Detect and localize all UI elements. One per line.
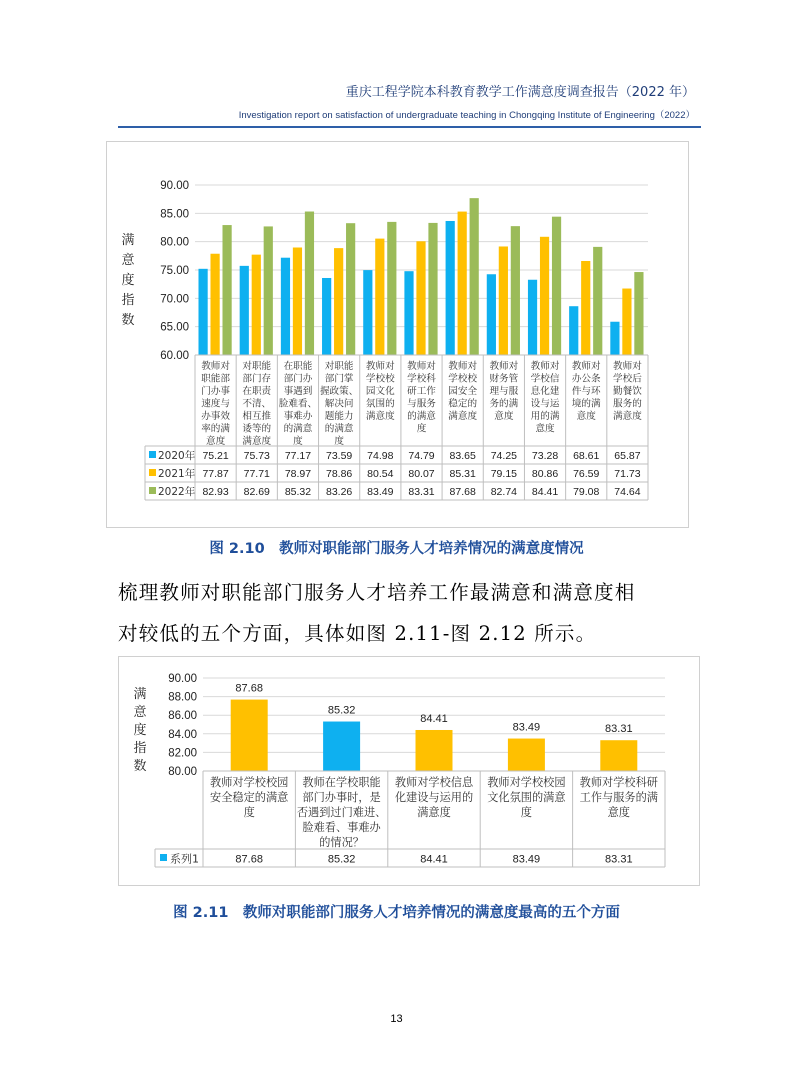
- chart-1-data-label: 74.25: [490, 450, 518, 462]
- chart-1-data-label: 84.41: [531, 486, 559, 498]
- chart-1-category-label: 不清、: [242, 398, 272, 410]
- chart-1-category-label: 意度: [205, 436, 226, 447]
- chart-1-category-label: 设与运: [530, 398, 560, 410]
- chart-1-ytick-label: 60.00: [160, 350, 189, 362]
- chart-1-category-label: 意度: [576, 411, 596, 422]
- chart-1-data-label: 82.74: [490, 486, 518, 498]
- chart-1-bar: [293, 248, 302, 355]
- chart-1-category-label: 稳定的: [448, 398, 478, 410]
- chart-1-category-label: 在职责: [242, 386, 272, 397]
- chart-1-data-label: 71.73: [614, 468, 641, 480]
- chart-1-data-label: 65.87: [614, 450, 641, 462]
- chart-2-ytick-label: 82.00: [168, 747, 197, 760]
- chart-1-ylabel-char: 数: [121, 313, 135, 328]
- chart-1-category-label: 的满意: [407, 411, 436, 422]
- chart-1-bar: [222, 225, 231, 355]
- chart-1-bar: [610, 322, 619, 355]
- chart-1-category-label: 握政策、: [319, 386, 359, 397]
- chart-1-category-label: 办事效: [201, 411, 230, 422]
- chart-2-bar-value-label: 84.41: [420, 712, 448, 725]
- chart-1-data-label: 79.15: [490, 468, 518, 480]
- chart-1-data-label: 77.71: [243, 468, 270, 480]
- chart-1-category-label: 教师对: [489, 361, 519, 372]
- chart-1-bar: [593, 247, 602, 355]
- chart-1-category-label: 率的满: [201, 423, 230, 435]
- chart-1-legend-swatch: [149, 451, 156, 458]
- chart-1-data-label: 78.86: [325, 468, 353, 480]
- chart-1-category-label: 相互推: [242, 411, 272, 422]
- chart-2-legend-label: 系列1: [170, 852, 199, 866]
- body-paragraph-line-2: 对较低的五个方面，具体如图 2.11-图 2.12 所示。: [118, 622, 597, 645]
- header-divider: [118, 126, 701, 128]
- chart-1-category-label: 教师对: [407, 361, 436, 372]
- chart-2-ylabel-char: 指: [133, 741, 147, 756]
- chart-1-category-label: 在职能: [283, 361, 313, 372]
- chart-2-category-label: 工作与服务的满: [579, 791, 658, 804]
- chart-1-data-label: 79.08: [573, 486, 600, 498]
- chart-2-data-label: 85.32: [327, 853, 356, 866]
- chart-1-legend-swatch: [149, 469, 156, 476]
- chart-1-category-label: 的满意: [324, 423, 354, 435]
- chart-1-ytick-label: 85.00: [160, 208, 189, 221]
- chart-1-category-label: 题能力: [324, 411, 354, 422]
- chart-2-ytick-label: 90.00: [168, 673, 197, 685]
- chart-1-bar: [470, 198, 479, 355]
- chart-2-category-label: 脸难看、事难办: [302, 821, 381, 834]
- chart-1-category-label: 境的满: [571, 398, 601, 410]
- chart-2-data-label: 83.49: [512, 853, 541, 866]
- chart-2-bar: [600, 740, 637, 771]
- chart-1-category-label: 教师对: [201, 361, 230, 372]
- chart-1-bar: [334, 248, 343, 355]
- chart-1-category-label: 教师对: [448, 361, 478, 372]
- chart-1-ytick-label: 90.00: [160, 180, 189, 192]
- chart-1-category-label: 部门办: [283, 373, 313, 385]
- chart-1-bar: [252, 255, 261, 355]
- chart-1-data-label: 80.54: [367, 468, 394, 480]
- chart-1-bar: [305, 212, 314, 355]
- chart-1-category-label: 教师对: [365, 361, 395, 372]
- chart-2-category-label: 教师对学校信息: [394, 776, 474, 789]
- chart-1-bar: [198, 269, 207, 355]
- chart-1-category-label: 服务的: [613, 398, 642, 410]
- chart-1-bar: [346, 223, 355, 355]
- chart-1-category-label: 教师对: [571, 361, 601, 372]
- chart-1-bar: [416, 241, 425, 355]
- chart-1-bar: [622, 289, 631, 355]
- chart-1-ytick-label: 70.00: [160, 293, 189, 306]
- chart-1-ytick-label: 65.00: [160, 321, 189, 334]
- chart-2-category-label: 教师对学校校园: [210, 776, 289, 789]
- chart-1-legend-swatch: [149, 487, 156, 494]
- chart-1-data-label: 76.59: [573, 468, 600, 480]
- chart-2-ylabel-char: 满: [133, 687, 147, 702]
- chart-1-bar: [499, 246, 508, 355]
- chart-2-category-label: 文化氛围的满意: [487, 791, 566, 804]
- chart-1-data-label: 83.65: [449, 450, 476, 462]
- chart-1-bar: [581, 261, 590, 355]
- chart-1-category-label: 学校信: [530, 373, 560, 385]
- chart-2-bar: [416, 730, 453, 771]
- page-number: 13: [390, 1013, 403, 1025]
- chart-1-category-label: 度: [334, 436, 344, 447]
- chart-2-category-label: 度: [520, 806, 533, 819]
- chart-1-ylabel-char: 度: [121, 273, 135, 288]
- chart-1-bar: [264, 226, 273, 355]
- chart-1-category-label: 诿等的: [242, 423, 272, 435]
- chart-1-category-label: 事遇到: [283, 386, 313, 397]
- chart-1-data-label: 83.31: [408, 486, 435, 498]
- chart-1-data-label: 77.87: [202, 468, 229, 480]
- chart-1-data-label: 74.64: [614, 486, 641, 498]
- chart-2-bar: [323, 722, 360, 771]
- chart-1-data-label: 80.86: [531, 468, 559, 480]
- chart-1-category-label: 的满意: [283, 423, 313, 435]
- chart-2-category-label: 教师对学校校园: [487, 776, 566, 789]
- chart-1-category-label: 勤餐饮: [613, 386, 642, 397]
- chart-1-data-label: 80.07: [408, 468, 435, 480]
- chart-1-category-label: 用的满: [530, 411, 560, 422]
- chart-1-category-label: 度: [416, 423, 427, 435]
- chart-1-category-label: 财务管: [489, 373, 519, 385]
- chart-1-data-label: 74.79: [408, 450, 435, 462]
- chart-1-data-label: 78.97: [284, 468, 312, 480]
- chart-2-bar-value-label: 83.31: [605, 723, 633, 736]
- chart-1-bar: [322, 278, 331, 355]
- chart-1-category-label: 学校科: [407, 373, 436, 385]
- chart-1-data-label: 75.21: [202, 450, 229, 462]
- chart-2-bar-value-label: 87.68: [235, 682, 263, 695]
- chart-2-category-label: 度: [243, 806, 255, 819]
- chart-1-category-label: 学校后: [613, 373, 642, 385]
- chart-2-data-label: 84.41: [420, 853, 448, 866]
- chart-1-data-label: 77.17: [284, 450, 312, 462]
- chart-1-bar: [511, 226, 520, 355]
- chart-1-bar: [487, 274, 496, 355]
- chart-1-category-label: 满意度: [242, 436, 272, 447]
- chart-1-category-label: 对职能: [324, 361, 354, 372]
- header-title-cn: 重庆工程学院本科教育教学工作满意度调查报告（2022 年）: [345, 85, 695, 100]
- chart-2-ytick-label: 80.00: [168, 766, 197, 778]
- chart-1: [107, 142, 688, 527]
- chart-2-category-label: 意度: [607, 806, 630, 819]
- chart-1-data-label: 82.93: [202, 486, 229, 498]
- chart-2-bar: [508, 739, 545, 771]
- chart-1-category-label: 对职能: [242, 361, 272, 372]
- chart-2-data-label: 83.31: [605, 853, 633, 866]
- chart-1-data-label: 85.32: [284, 486, 312, 498]
- chart-1-category-label: 氛围的: [365, 398, 395, 410]
- chart-1-category-label: 职能部: [201, 373, 230, 385]
- chart-1-category-label: 办公条: [571, 373, 601, 385]
- chart-1-bar: [428, 223, 437, 355]
- chart-1-bar: [569, 306, 578, 355]
- chart-2-legend-swatch: [160, 854, 167, 861]
- chart-1-category-label: 教师对: [613, 361, 642, 372]
- chart-1-category-label: 息化建: [530, 386, 560, 397]
- chart-2-category-label: 满意度: [417, 806, 451, 819]
- chart-1-ytick-label: 75.00: [160, 265, 189, 277]
- body-paragraph-line-1: 梳理教师对职能部门服务人才培养工作最满意和满意度相: [118, 581, 636, 604]
- chart-1-data-label: 87.68: [449, 486, 476, 498]
- chart-1-ylabel-char: 满: [121, 233, 135, 248]
- chart-1-category-label: 研工作: [407, 386, 436, 397]
- chart-1-caption: 图 2.10 教师对职能部门服务人才培养情况的满意度情况: [209, 541, 584, 557]
- chart-1-data-label: 68.61: [573, 450, 600, 462]
- chart-2-ylabel-char: 意: [133, 705, 147, 720]
- chart-1-ylabel-char: 指: [121, 293, 135, 308]
- chart-2-ytick-label: 88.00: [168, 691, 197, 704]
- chart-1-category-label: 门办事: [201, 386, 230, 397]
- chart-1-bar: [281, 258, 290, 355]
- chart-1-data-label: 83.49: [367, 486, 394, 498]
- chart-1-bar: [446, 221, 455, 355]
- chart-2-category-label: 安全稳定的满意: [210, 791, 289, 804]
- chart-1-category-label: 学校校: [365, 373, 395, 385]
- chart-1-data-label: 83.26: [325, 486, 353, 498]
- chart-1-category-label: 脸难看、: [278, 398, 318, 410]
- chart-2-bar: [231, 700, 268, 771]
- chart-1-data-label: 82.69: [243, 486, 270, 498]
- chart-1-category-label: 部门掌: [324, 373, 354, 385]
- chart-2-data-label: 87.68: [235, 853, 263, 866]
- chart-1-bar: [552, 217, 561, 355]
- chart-1-bar: [363, 270, 372, 355]
- chart-2-caption: 图 2.11 教师对职能部门服务人才培养情况的满意度最高的五个方面: [173, 905, 620, 921]
- chart-2-ylabel-char: 数: [133, 759, 147, 774]
- chart-1-category-label: 满意度: [365, 411, 395, 422]
- chart-1-category-label: 园文化: [365, 386, 395, 397]
- chart-1-category-label: 与服务: [407, 398, 436, 410]
- chart-2-ytick-label: 84.00: [168, 728, 197, 741]
- chart-1-data-label: 73.59: [325, 450, 353, 462]
- chart-1-bar: [634, 272, 643, 355]
- header-title-en: Investigation report on satisfaction of undergraduate teaching in Chongqing Institute of Engineering（2022）: [238, 110, 695, 121]
- chart-1-category-label: 速度与: [201, 398, 230, 410]
- chart-2-ytick-label: 86.00: [168, 710, 197, 723]
- chart-2-ylabel-char: 度: [133, 723, 147, 738]
- chart-1-bar: [404, 271, 413, 355]
- chart-1-category-label: 部门存: [242, 373, 272, 385]
- chart-1-category-label: 解决问: [324, 398, 354, 410]
- chart-1-bar: [458, 212, 467, 355]
- chart-2-category-label: 化建设与运用的: [394, 791, 474, 804]
- chart-1-category-label: 理与服: [489, 386, 519, 397]
- chart-1-category-label: 满意度: [613, 411, 642, 422]
- chart-1-category-label: 事难办: [283, 411, 313, 422]
- chart-2-bar-value-label: 85.32: [327, 704, 356, 717]
- chart-1-bar: [210, 254, 219, 355]
- chart-1-data-label: 74.98: [367, 450, 394, 462]
- chart-1-category-label: 度: [293, 436, 303, 447]
- chart-1-frame: [106, 141, 689, 528]
- chart-1-data-label: 85.31: [449, 468, 476, 480]
- chart-1-category-label: 件与环: [571, 386, 601, 397]
- chart-2-bar-value-label: 83.49: [512, 721, 541, 734]
- chart-1-ytick-label: 80.00: [160, 236, 189, 249]
- chart-2-category-label: 否遇到过门难进、: [296, 806, 387, 819]
- chart-1-bar: [528, 280, 537, 355]
- chart-1-data-label: 75.73: [243, 450, 270, 462]
- chart-2: [119, 657, 699, 885]
- chart-1-category-label: 意度: [494, 411, 514, 422]
- chart-1-category-label: 意度: [535, 423, 555, 435]
- chart-2-frame: [118, 656, 700, 886]
- chart-1-bar: [240, 266, 249, 355]
- chart-2-category-label: 的情况？: [319, 836, 364, 849]
- chart-1-bar: [375, 239, 384, 355]
- chart-2-category-label: 教师在学校职能: [302, 776, 381, 789]
- chart-2-category-label: 教师对学校科研: [579, 776, 658, 789]
- chart-1-legend-label: 2020年: [158, 450, 196, 462]
- chart-1-ylabel-char: 意: [121, 253, 135, 268]
- chart-1-data-label: 73.28: [531, 450, 559, 462]
- chart-1-category-label: 满意度: [448, 411, 478, 422]
- chart-2-category-label: 部门办事时，是: [302, 791, 381, 804]
- chart-1-legend-label: 2022年: [158, 486, 196, 498]
- chart-1-legend-label: 2021年: [158, 468, 196, 480]
- chart-1-category-label: 学校校: [448, 373, 478, 385]
- chart-1-category-label: 教师对: [530, 361, 560, 372]
- chart-1-category-label: 务的满: [489, 398, 519, 410]
- chart-1-bar: [387, 222, 396, 355]
- chart-1-bar: [540, 237, 549, 355]
- chart-1-category-label: 园安全: [448, 386, 478, 397]
